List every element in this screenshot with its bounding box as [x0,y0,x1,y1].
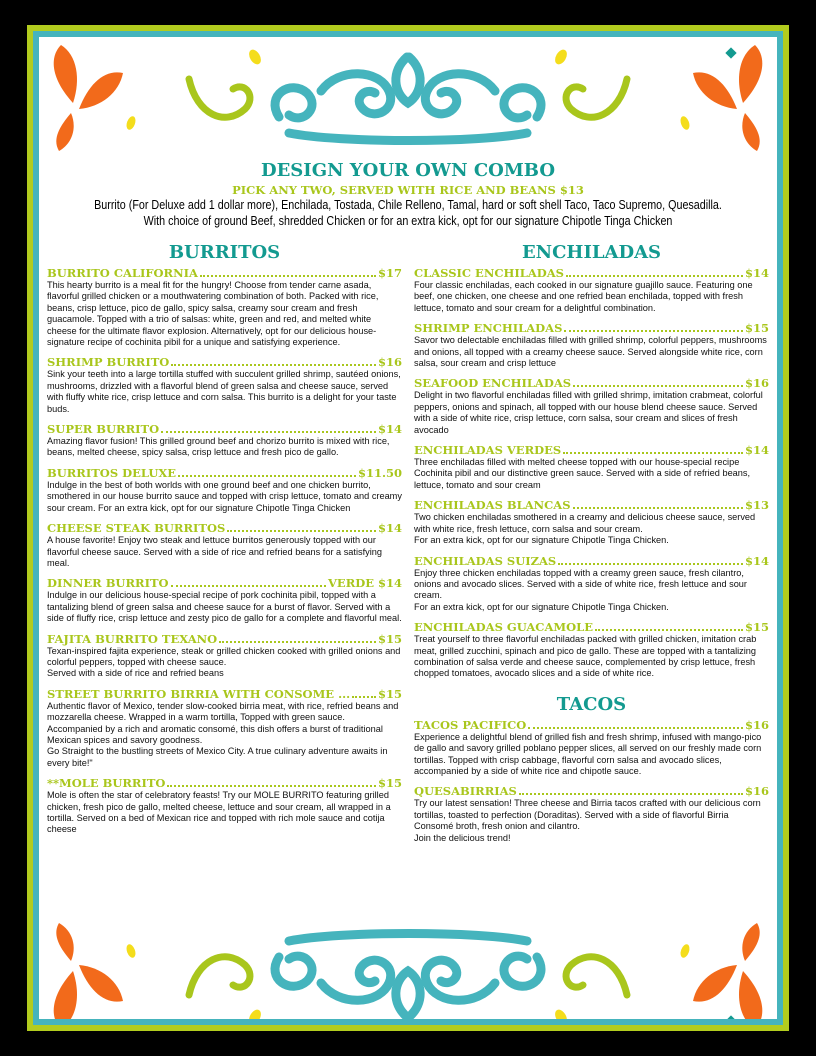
burritos-list [47,266,402,836]
menu-item-name: SUPER BURRITO [47,422,160,437]
menu-item-name: SHRIMP BURRITO [47,355,170,370]
menu-item-header [414,498,769,512]
menu-item [414,784,769,844]
dot-leader [161,431,376,433]
menu-item-header [47,422,402,436]
description-line: For an extra kick, opt for our signature Chipotle Tinga Chicken. [414,601,669,612]
menu-item-header [47,355,402,369]
menu-item-description [47,790,402,836]
menu-item-price: $15 [744,620,769,635]
menu-item-description [47,480,402,514]
menu-item-header [47,576,402,590]
menu-item-header [47,776,402,790]
dot-leader [519,793,743,795]
description-line: Three enchiladas filled with melted cheese topped with our house-special recipe Cochinita pibil and our distinctive green sauce. Served with a side of refried beans, lettuce, tomato and sour cream [414,457,751,490]
description-line: Experience a delightful blend of grilled fish and fresh shrimp, infused with mango-pico de gallo and savory grilled poblano pepper slices, all served on our freshly made corn tortillas. Topped with crisp cabbage, flavorful corn salsa and avocado slices, accompanied by a side of white rice and chipotle sauce. [414,731,762,776]
teal-swirl-scroll-icon [321,74,391,114]
menu-item-price: $16 [744,717,769,732]
description-line: Savor two delectable enchiladas filled with grilled shrimp, colorful peppers, mushrooms and onions, all topped with a creamy cheese sauce. Served alongside white rice, corn salsa, sour cream and crisp lettuce [414,335,767,369]
menu-item-price: $14 [377,521,402,536]
dot-leader [200,275,376,277]
menu-item [47,776,402,836]
menu-item-name: CLASSIC ENCHILADAS [414,266,564,280]
description-line: Four classic enchiladas, each cooked in our signature guajillo sauce. Featuring one beef, one chicken, one cheese and one refried bean enchilada, topped with fresh lettuce, tomato and sour cream for a delightful combination. [414,280,753,313]
top-ornament [39,37,777,177]
menu-item-header [414,784,769,798]
combo-title: DESIGN YOUR OWN COMBO [260,160,556,181]
menu-item-description [414,335,769,369]
menu-page [39,37,777,1019]
menu-item [47,687,402,769]
tacos-section-title: TACOS [556,693,627,715]
description-line: Join the delicious trend! [414,832,511,843]
menu-item-price: $14 [744,443,769,458]
menu-item-price: VERDE $14 [328,576,402,591]
combo-options: Burrito (For Deluxe add 1 dollar more), Enchilada, Tostada, Chile Relleno, Tamal, hard or soft shell Taco, Taco Supremo, Quesadilla. [94,198,722,212]
description-line: Enjoy three chicken enchiladas topped with a creamy green sauce, fresh cilantro, onions and avocado slices. Served with a side of white rice, fresh lettuce and sour cream. [414,567,747,601]
description-line: Two chicken enchiladas smothered in a creamy and delicious cheese sauce, served with white rice, fresh lettuce, corn salsa and sour cream. [414,512,756,534]
menu-item-price: $15 [377,686,402,701]
tacos-list [414,718,769,844]
menu-item [47,422,402,459]
description-line: Amazing flavor fusion! This grilled ground beef and chorizo burrito is mixed with rice, beans, melted cheese, spicy salsa, crisp lettuce and fresh pico de gallo. [47,436,390,458]
dot-leader [227,530,376,532]
menu-item-header [414,266,769,280]
menu-item-price: $16 [744,784,769,799]
menu-item-description [47,369,402,415]
menu-item-name: ENCHILADAS GUACAMOLE [414,620,593,635]
menu-item-price: $16 [744,376,769,391]
dot-leader [573,385,743,387]
teal-swirl-scroll-icon [275,88,312,118]
teal-swirl-scroll-icon [504,956,541,986]
description-line: This hearty burrito is a meal fit for the hungry! Choose from tender carne asada, flavorful grilled chicken or a mouthwatering combination of both. Packed with rice, beans, crisp lettuce, pico de gallo, spicy salsa, creamy sour cream and fresh guacamole. Topped with a trio of salsas: white, green and red, and melted white cheese for the ultimate flavor explosion. Alternatively, opt for our delicious house-signature recipe of cochinita pibil for a unique and satisfying experience. [47,280,379,348]
dot-leader [178,475,356,477]
menu-item-name: DINNER BURRITO [47,576,169,591]
dot-leader [167,785,376,787]
menu-item [414,376,769,436]
orange-petal-flower-icon [54,45,123,151]
lime-swirl-icon [566,79,627,117]
menu-item-header [414,321,769,335]
menu-item-header [414,443,769,457]
menu-item-price: $13 [744,498,769,513]
menu-item-description [47,535,402,569]
menu-item-name: CHEESE STEAK BURRITOS [47,521,226,536]
menu-item-header [414,718,769,732]
menu-item-price: $14 [377,422,402,437]
menu-item-name: STREET BURRITO BIRRIA WITH CONSOME ... [47,686,351,701]
menu-item-header [47,266,402,280]
menu-item-price: $16 [377,355,402,370]
description-line: Authentic flavor of Mexico, tender slow-cooked birria meat, with rice, refried beans and mozzarella cheese. Wrapped in a warm tortilla, Topped with green sauce. Accompanied by a rich and aromatic consomé, this dish offers a burst of traditional Mexican spices and savory goodness. [47,700,399,745]
menu-item-name: ENCHILADAS VERDES [414,443,562,458]
dot-leader [171,585,326,587]
description-line: Sink your teeth into a large tortilla stuffed with succulent grilled shrimp, sautéed onions, mushrooms, drizzled with a flavorful blend of green salsa and cheese sauce, served with fluffy white rice, crisp lettuce and corn salsa. This burrito is a delight for your taste buds. [47,369,401,414]
dot-leader [219,641,376,643]
menu-item [47,632,402,680]
menu-item-header [414,554,769,568]
yellow-leaf-icon [125,943,691,1019]
menu-item-price: $15 [377,776,402,791]
menu-item-description [414,732,769,778]
left-column [47,242,402,843]
teal-swirl-scroll-icon [425,960,495,1000]
menu-item [47,355,402,415]
menu-item-description [414,280,769,314]
description-line: Try our latest sensation! Three cheese and Birria tacos crafted with our delicious corn tortillas, toasted to perfection (Doraditas). Served with a side of flavorful Birria Consomé broth, fresh onion and cilantro. [414,798,761,832]
teal-swirl-scroll-icon [396,57,420,103]
burritos-section-title: BURRITOS [168,242,281,263]
menu-item-header [414,376,769,390]
teal-swirl-scroll-icon [425,74,495,114]
menu-item-description [47,280,402,348]
menu-item-header [47,521,402,535]
dot-leader [352,696,376,698]
teal-swirl-scroll-icon [321,960,391,1000]
menu-item-description [414,512,769,546]
orange-petal-flower-icon [693,45,762,151]
menu-item-description [47,436,402,459]
dot-leader [558,563,743,565]
menu-item-price: $14 [744,266,769,280]
menu-item-description [414,457,769,491]
enchiladas-list [414,266,769,680]
menu-item [47,521,402,569]
menu-item [414,554,769,614]
description-line: Served with a side of rice and refried beans [47,668,224,679]
description-line: Delight in two flavorful enchiladas filled with grilled shrimp, imitation crabmeat, colorful peppers, onions and spinach, all topped with our house blend cheese sauce. Served with a side of white rice, crisp lettuce, corn salsa, sour cream and slices of fresh avocado [414,390,763,435]
orange-petal-flower-icon [693,923,762,1019]
menu-item-description [414,390,769,436]
description-line: Texan-inspired fajita experience, steak or grilled chicken cooked with grilled onions and colorful peppers, topped with cheese sauce. [47,645,401,667]
menu-item [414,498,769,546]
lime-swirl-icon [566,957,627,995]
menu-item-name: TACOS PACIFICO [414,717,527,732]
dot-leader [566,275,743,277]
menu-item-name: SEAFOOD ENCHILADAS [414,376,572,391]
menu-item [47,576,402,624]
menu-item-description [414,634,769,680]
lime-swirl-icon [189,79,250,117]
dot-leader [171,364,376,366]
menu-item [414,321,769,369]
description-line: For an extra kick, opt for our signature Chipotle Tinga Chicken. [414,535,669,546]
menu-item-price: $11.50 [357,465,402,480]
menu-item [414,443,769,491]
menu-item-name: ENCHILADAS SUIZAS [414,553,557,568]
menu-item [414,620,769,680]
dot-leader [564,330,743,332]
dot-leader [595,629,743,631]
description-line: Indulge in our delicious house-special recipe of pork cochinita pibil, topped with a tantalizing blend of green salsa and cheese sauce for a burst of flavor. Served with a side of fluffy rice, crisp lettuce and zesty pico de gallo for a complete and flavorful meal. [47,590,402,624]
menu-item-price: $14 [744,553,769,568]
teal-swirl-scroll-icon [275,956,312,986]
menu-item-description [47,646,402,680]
menu-item-name: BURRITO CALIFORNIA [47,266,198,280]
teal-swirl-scroll-icon [396,971,420,1017]
menu-item-header [414,620,769,634]
menu-item-price: $17 [377,266,402,280]
menu-item [414,266,769,314]
combo-protein-options: With choice of ground Beef, shredded Chicken or for an extra kick, opt for our signature Chipotle Tinga Chicken [143,214,673,228]
combo-header [39,160,777,229]
description-line: A house favorite! Enjoy two steak and lettuce burritos generously topped with our flavorful cheese sauce. Served with a side of rice and refried beans for a satisfying meal. [47,535,383,568]
right-column [414,242,769,851]
dot-leader [528,727,743,729]
menu-item-price: $15 [377,631,402,646]
dot-leader [573,507,743,509]
menu-item-name: FAJITA BURRITO TEXANO [47,631,218,646]
lime-swirl-icon [189,957,250,995]
bottom-ornament [39,897,777,1019]
combo-subtitle: PICK ANY TWO, SERVED WITH RICE AND BEANS $13 [232,183,584,197]
description-line: Treat yourself to three flavorful enchiladas packed with grilled chicken, imitation crab meat, grilled zucchini, spinach and pico de gallo. These are topped with a tantalizing combination of salsa verde and cheese sauce, complemented by crisp lettuce, fresh chopped tomatoes, avocado slices and a side of white rice. [414,634,757,679]
menu-item-name: **MOLE BURRITO [47,776,166,791]
menu-item-header [47,632,402,646]
menu-item-header [47,466,402,480]
menu-item-name: QUESABIRRIAS [414,784,517,799]
orange-petal-flower-icon [54,923,123,1019]
menu-item-name: ENCHILADAS BLANCAS [414,498,571,513]
description-line: Mole is often the star of celebratory feasts! Try our MOLE BURRITO featuring grilled chicken, fresh pico de gallo, melted cheese, lettuce and sour cream, all wrapped in a tortilla. Served on a bed of Mexican rice and topped with rich mole sauce and cotija cheese [47,790,391,835]
menu-item [47,266,402,348]
menu-item-name: SHRIMP ENCHILADAS [414,321,563,336]
menu-item-description [47,590,402,624]
description-line: Indulge in the best of both worlds with one ground beef and one chicken burrito, smothered in our house burrito sauce and topped with crisp lettuce, tomato and creamy sour cream. For an extra kick, opt for our signature Chipotle Tinga Chicken [47,479,402,513]
menu-item [414,718,769,778]
menu-item-description [414,568,769,614]
menu-item-header [47,687,402,701]
menu-item-description [47,701,402,769]
dot-leader [563,452,743,454]
menu-item [47,466,402,514]
menu-item-price: $15 [744,321,769,336]
teal-swirl-scroll-icon [504,88,541,118]
description-line: Go Straight to the bustling streets of Mexico City. A true culinary adventure awaits in every bite!" [47,746,388,768]
menu-item-description [414,798,769,844]
enchiladas-section-title: ENCHILADAS [521,242,662,263]
menu-item-name: BURRITOS DELUXE [47,465,177,480]
